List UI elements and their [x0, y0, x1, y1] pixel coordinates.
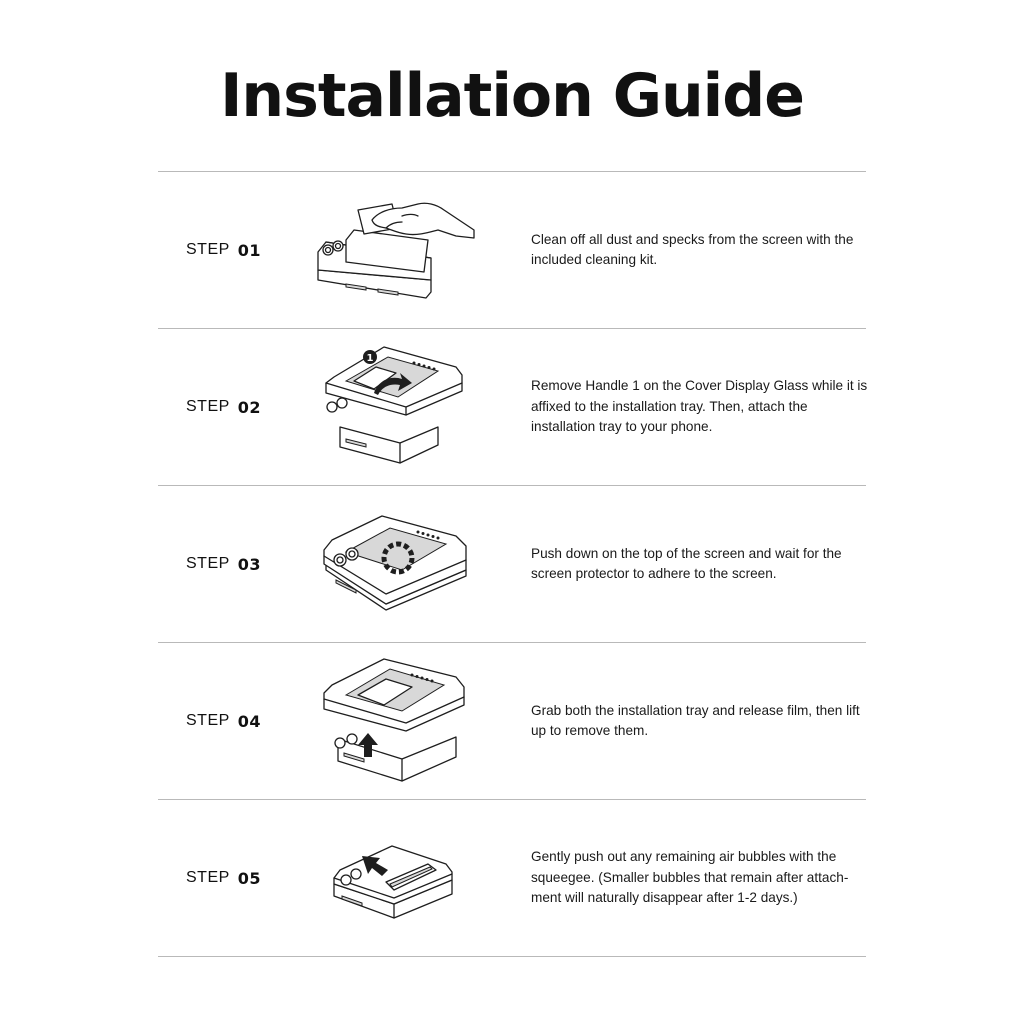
step-03 — [158, 486, 866, 642]
step-description: Clean off all dust and specks from the screen with the included cleaning kit. — [531, 231, 854, 267]
step-word: STEP — [186, 241, 230, 258]
step-01 — [158, 172, 866, 328]
press-screen-icon — [306, 494, 476, 634]
step-05 — [158, 800, 866, 956]
step-label — [186, 329, 261, 485]
step-number: 01 — [237, 240, 262, 260]
step-description: Gently push out any remaining air bubbles with the squeegee. (Smaller bubbles that remain after attach- ment will naturally disappear after 1-2 days.) — [531, 849, 849, 906]
step-label — [186, 643, 261, 799]
step-word: STEP — [186, 398, 230, 415]
handle-marker: 1 — [366, 353, 374, 364]
step-number: 05 — [237, 868, 262, 888]
step-04 — [158, 643, 866, 799]
divider — [158, 956, 866, 957]
step-description: Push down on the top of the screen and wait for the screen protector to adhere to the screen. — [531, 545, 842, 581]
step-word: STEP — [186, 555, 230, 572]
step-label — [186, 800, 261, 956]
page-title: Installation Guide — [220, 61, 804, 131]
step-description: Grab both the installation tray and release film, then lift up to remove them. — [531, 702, 860, 738]
step-word: STEP — [186, 712, 230, 729]
step-02 — [158, 329, 866, 485]
step-word: STEP — [186, 869, 230, 886]
hand-cleaning-phone-icon — [306, 180, 476, 320]
remove-handle-tray-icon — [306, 337, 476, 477]
step-label — [186, 486, 261, 642]
step-number: 02 — [237, 397, 262, 417]
squeegee-bubbles-icon — [306, 808, 476, 948]
step-number: 03 — [237, 554, 262, 574]
lift-tray-icon — [306, 651, 476, 791]
step-label — [186, 172, 261, 328]
step-description: Remove Handle 1 on the Cover Display Glass while it is affixed to the installation tray. Then, attach the installation tray to your phone. — [531, 378, 868, 435]
step-number: 04 — [237, 711, 262, 731]
